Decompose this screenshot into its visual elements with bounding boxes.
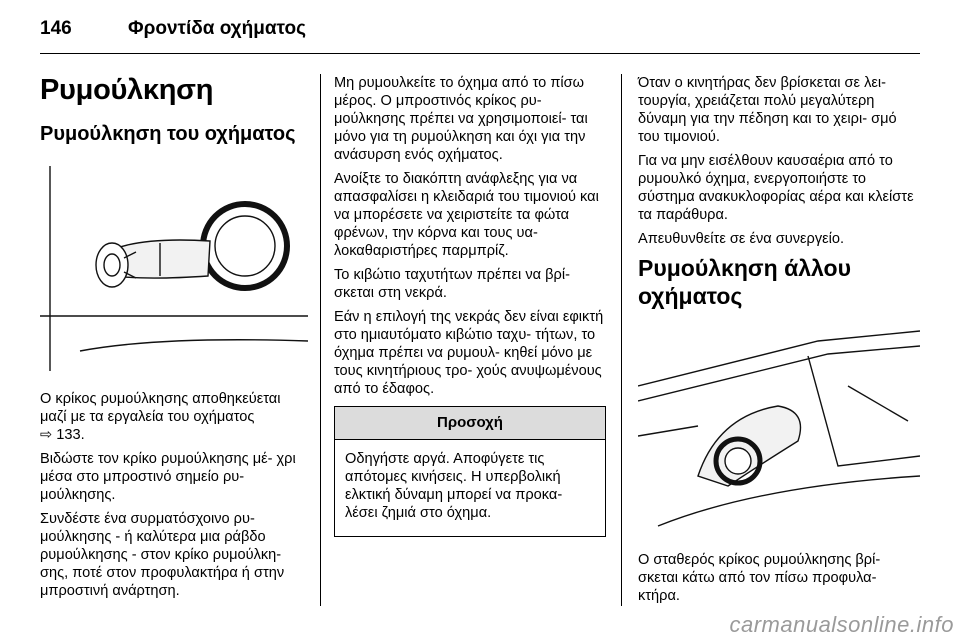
caution-title: Προσοχή (335, 407, 605, 440)
page-header (40, 18, 920, 58)
column-1 (40, 74, 308, 606)
towing-eye-figure (40, 166, 308, 371)
column-3 (638, 74, 920, 611)
rear-towing-eye-figure (638, 326, 920, 538)
figure-caption: Ο σταθερός κρίκος ρυμούλκησης βρί- σκεται κάτω από τον πίσω προφυλα- κτήρα. (638, 552, 881, 604)
caution-box (334, 406, 606, 537)
paragraph: Όταν ο κινητήρας δεν βρίσκεται σε λει- τουργία, χρειάζεται πολύ μεγαλύτερη δύναμη για την πέδηση και το χειρι- σμό του τιμονιού. (638, 75, 897, 145)
chapter-title: Φροντίδα οχήματος (128, 18, 306, 39)
column-2 (334, 74, 606, 537)
paragraph: Απευθυνθείτε σε ένα συνεργείο. (638, 231, 845, 247)
figure-caption: Ο κρίκος ρυμούλκησης αποθηκεύεται μαζί με τα εργαλεία του οχήματος ⇨ 133. (40, 391, 281, 443)
reference-arrow-icon: ⇨ (40, 427, 53, 443)
paragraph: Μη ρυμουλκείτε το όχημα από το πίσω μέρος. Ο μπροστινός κρίκος ρυ- μούλκησης πρέπει να χρησιμοποιεί- ται μόνο για τη ρυμούλκηση και όχι για την ανάσυρση ενός οχήματος. (334, 75, 588, 163)
subsection-title-towing-vehicle: Ρυμούλκηση του οχήματος (40, 123, 296, 145)
watermark: carmanualsonline.info (729, 612, 954, 637)
towing-eye-illustration (40, 166, 308, 371)
section-title-towing: Ρυμούλκηση (40, 74, 214, 106)
page-reference: 133. (56, 427, 85, 443)
caution-text: Οδηγήστε αργά. Αποφύγετε τις απότομες κινήσεις. Η υπερβολική ελκτική δύναμη μπορεί να προκα- λέσει ζημιά στο όχημα. (345, 451, 563, 521)
rear-towing-eye-illustration (638, 331, 920, 526)
column-divider-2 (621, 74, 622, 606)
paragraph: Το κιβώτιο ταχυτήτων πρέπει να βρί- σκεται στη νεκρά. (334, 267, 570, 301)
paragraph: Βιδώστε τον κρίκο ρυμούλκησης μέ- χρι μέσα στο μπροστινό σημείο ρυ- μούλκησης. (40, 451, 296, 503)
paragraph: Εάν η επιλογή της νεκράς δεν είναι εφικτή στο ημιαυτόματο κιβώτιο ταχυ- τήτων, το όχημα πρέπει να ρυμουλ- κηθεί μόνο με τους κινητήριους τρο- χούς ανυψωμένους από το έδαφος. (334, 309, 604, 397)
paragraph: Συνδέστε ένα συρματόσχοινο ρυ- μούλκησης - ή καλύτερα μια ράβδο ρυμούλκησης - στον κρίκο ρυμούλκη- σης, ποτέ στον προφυλακτήρα ή στην μπροστινή ανάρτηση. (40, 511, 285, 599)
section-title-towing-other: Ρυμούλκηση άλλου οχήματος (638, 255, 851, 309)
paragraph: Για να μην εισέλθουν καυσαέρια από το ρυμουλκό όχημα, ενεργοποιήστε το σύστημα ανακυκλοφορίας αέρα και κλείστε τα παράθυρα. (638, 153, 914, 223)
column-divider-1 (320, 74, 321, 606)
page-number: 146 (40, 18, 72, 39)
header-rule (40, 53, 920, 54)
paragraph: Ανοίξτε το διακόπτη ανάφλεξης για να απασφαλίσει η κλειδαριά του τιμονιού και να μπορέσετε να χειριστείτε τα φώτα φρένων, την κόρνα και τους υα- λοκαθαριστήρες παρμπρίζ. (334, 171, 599, 259)
